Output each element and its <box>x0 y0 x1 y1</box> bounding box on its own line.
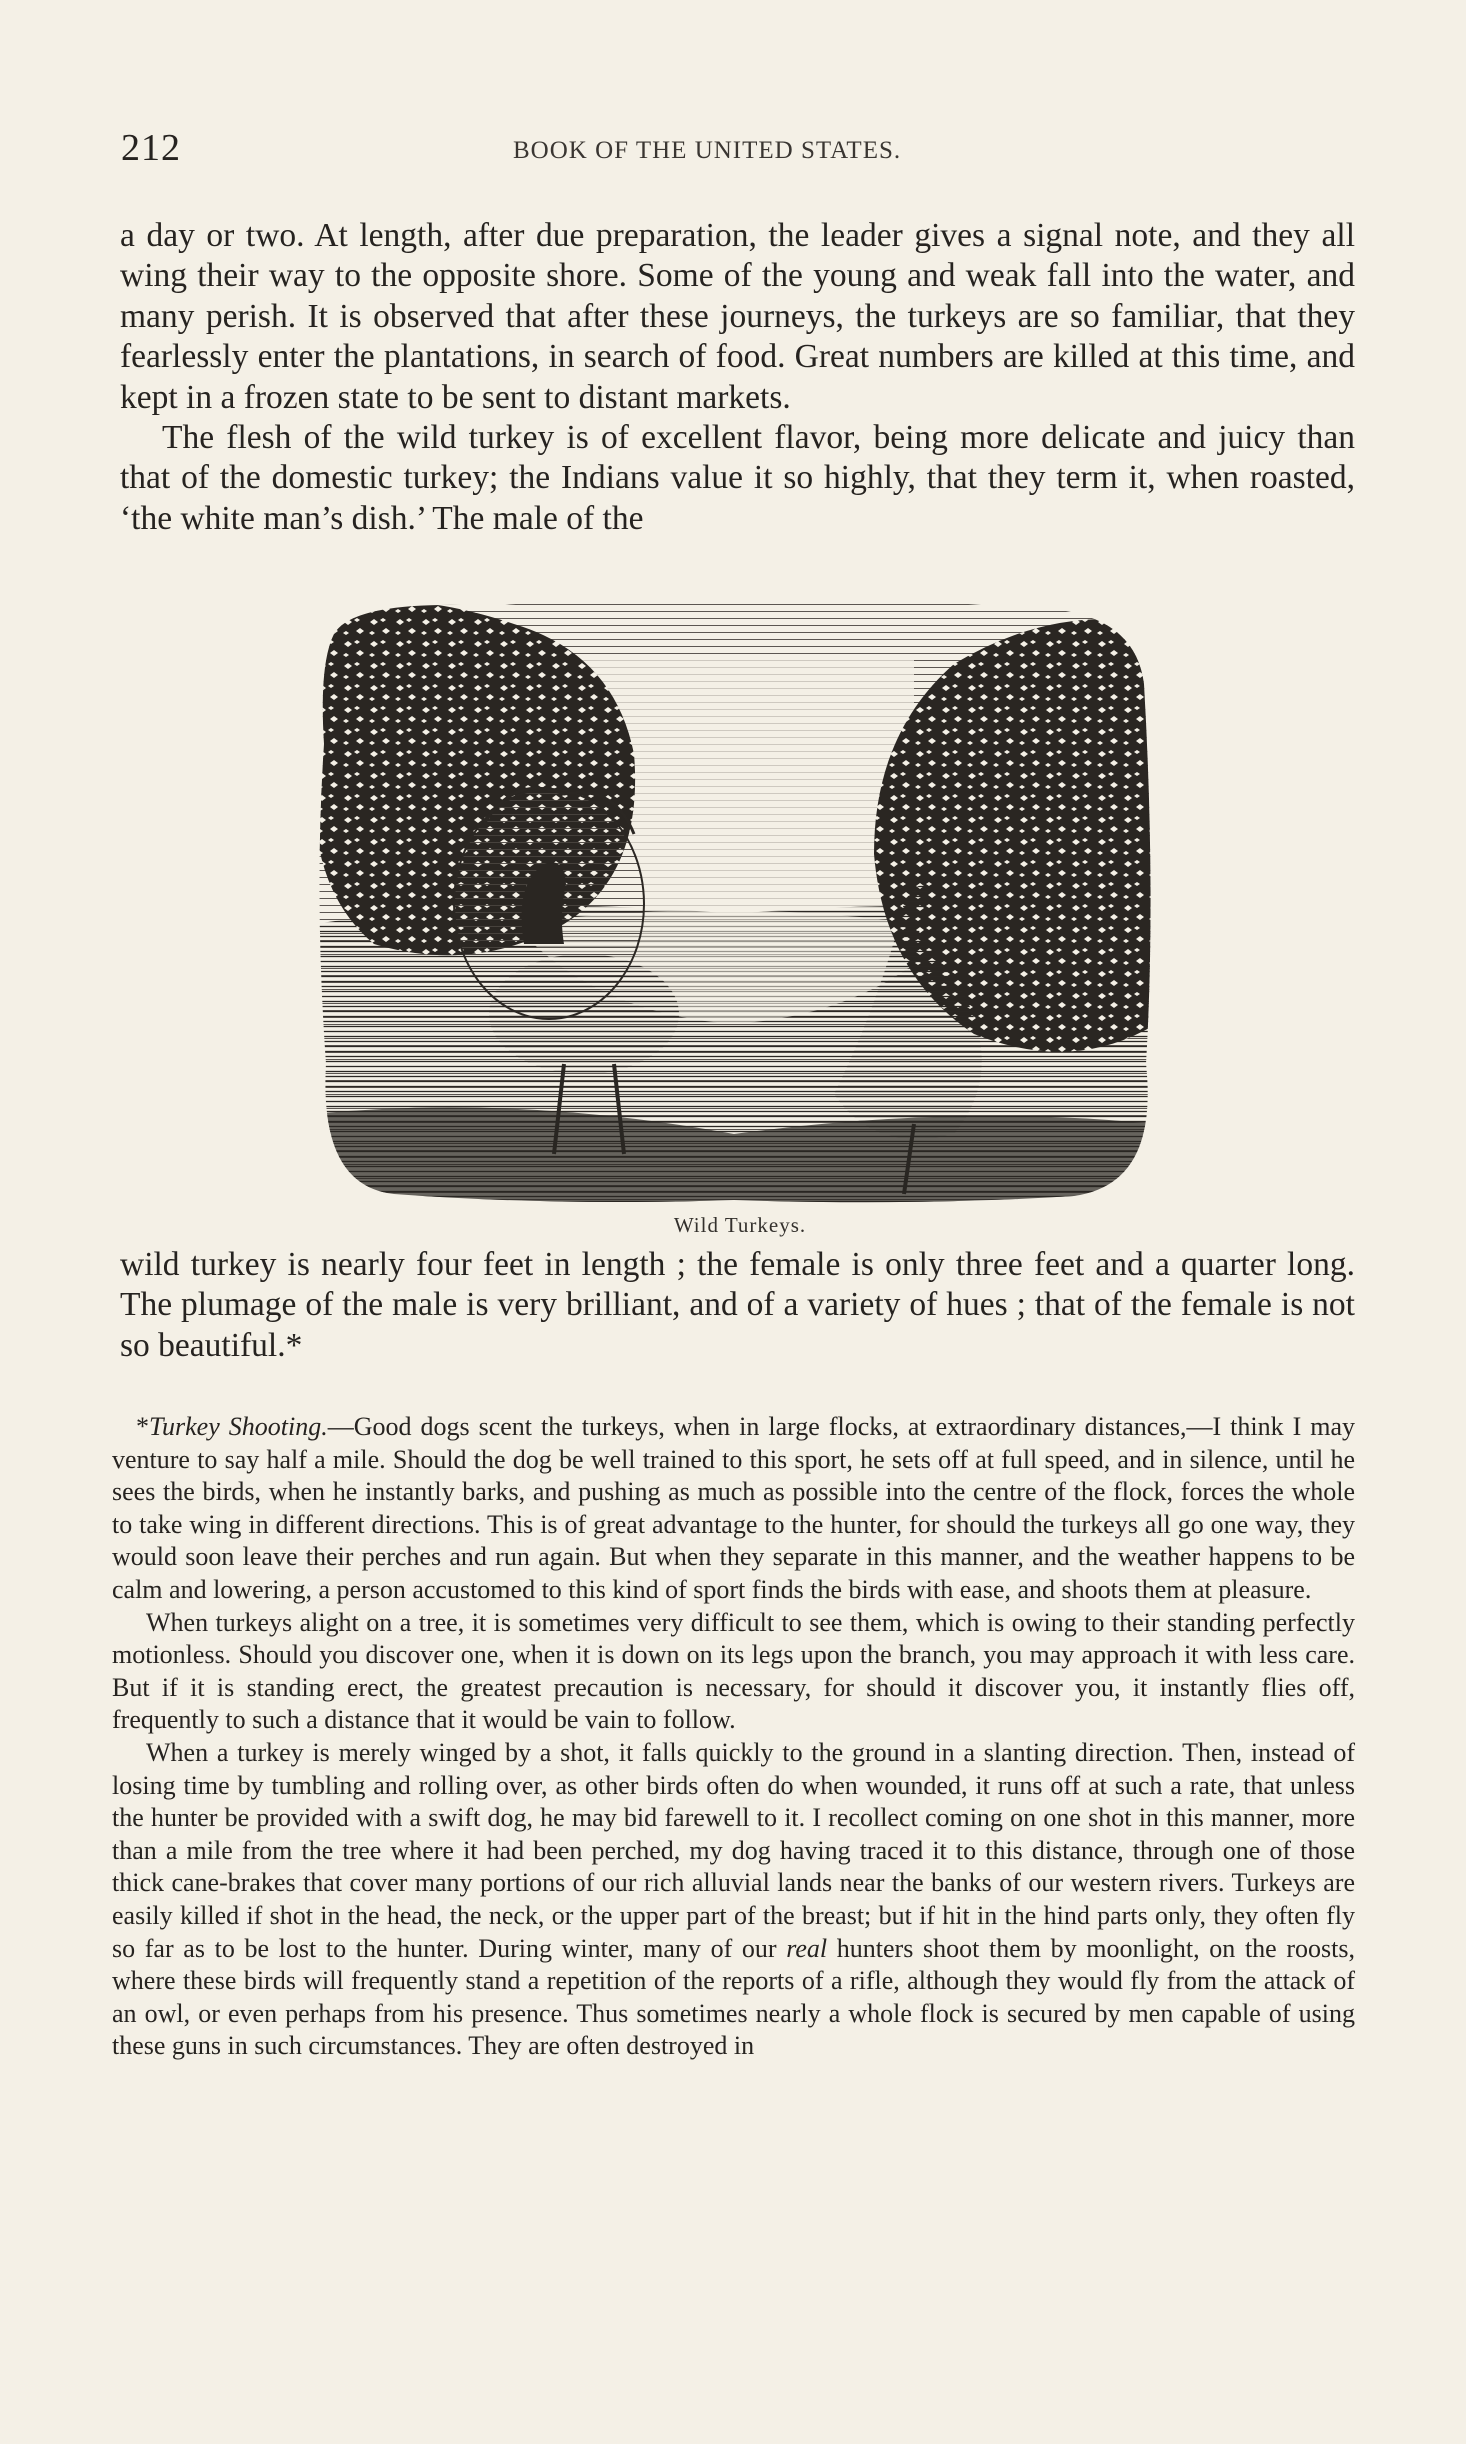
main-text-top <box>120 216 1355 539</box>
footnote-paragraph-2: When turkeys alight on a tree, it is sometimes very difficult to see them, which is owing to their standing perfectly motionless. Should you discover one, when it is down on its legs upon the branch, you may approach it with less care. But if it is standing erect, the greatest precaution is necessary, for should it discover you, it instantly flies off, frequently to such a distance that it would be vain to follow. <box>112 1607 1355 1735</box>
footnote-italic-word: real <box>786 1933 828 1963</box>
footnote-text-3a: When a turkey is merely winged by a shot, it falls quickly to the ground in a slanting direction. Then, instead of losing time by tumbling and rolling over, as other birds often do when wounded, it runs off at such a rate, that unless the hunter be provided with a swift dog, he may bid farewell to it. I recollect coming on one shot in this manner, more than a mile from the tree where it had been perched, my dog having traced it to this distance, through one of those thick cane-brakes that cover many portions of our rich alluvial lands near the banks of our western rivers. Turkeys are easily killed if shot in the head, the neck, or the upper part of the breast; but if hit in the hind parts only, they often fly so far as to be lost to the hunter. During winter, many of our <box>112 1737 1355 1963</box>
footnote-title: Turkey Shooting. <box>149 1412 328 1441</box>
paragraph-1: a day or two. At length, after due preparation, the leader gives a signal note, and they all wing their way to the opposite shore. Some of the young and weak fall into the water, and many perish. It is observed that after these journeys, the turkeys are so familiar, that they fearlessly enter the plantations, in search of food. Great numbers are killed at this time, and kept in a frozen state to be sent to distant markets. <box>120 217 1355 416</box>
running-head: BOOK OF THE UNITED STATES. <box>513 137 902 164</box>
figure-caption: Wild Turkeys. <box>673 1213 807 1237</box>
paragraph-3: wild turkey is nearly four feet in length ; the female is only three feet and a quarter long. The plumage of the male is very brilliant, and of a variety of hues ; that of the female is not so beautiful.* <box>120 1246 1355 1364</box>
footnote-marker: * <box>136 1412 149 1441</box>
wild-turkeys-engraving <box>314 594 1156 1206</box>
footnote <box>112 1411 1355 2063</box>
footnote-paragraph-1 <box>112 1411 1355 1607</box>
main-text-bottom <box>120 1245 1355 1366</box>
page-number: 212 <box>121 127 181 169</box>
footnote-paragraph-3 <box>112 1737 1355 2063</box>
paragraph-2: The flesh of the wild turkey is of excellent flavor, being more delicate and juicy than that of the domestic turkey; the Indians value it so highly, that they term it, when roasted, ‘the white man’s dish.’ The male of the <box>120 419 1355 537</box>
footnote-text-1: —Good dogs scent the turkeys, when in large flocks, at extraordinary distances,—I think I may venture to say half a mile. Should the dog be well trained to this sport, he sets off at full speed, and in silence, until he sees the birds, when he instantly barks, and pushing as much as possible into the centre of the flock, forces the whole to take wing in different directions. This is of great advantage to the hunter, for should the turkeys all go one way, they would soon leave their perches and run again. But when they separate in this manner, and the weather happens to be calm and lowering, a person accustomed to this kind of sport finds the birds with ease, and shoots them at pleasure. <box>112 1412 1355 1604</box>
footnote-text-3b: hunters shoot them by moonlight, on the roosts, where these birds will frequently stand a repetition of the reports of a rifle, although they would fly from the attack of an owl, or even perhaps from his presence. Thus sometimes nearly a whole flock is secured by men capable of using these guns in such circumstances. They are often destroyed in <box>112 1933 1355 2061</box>
